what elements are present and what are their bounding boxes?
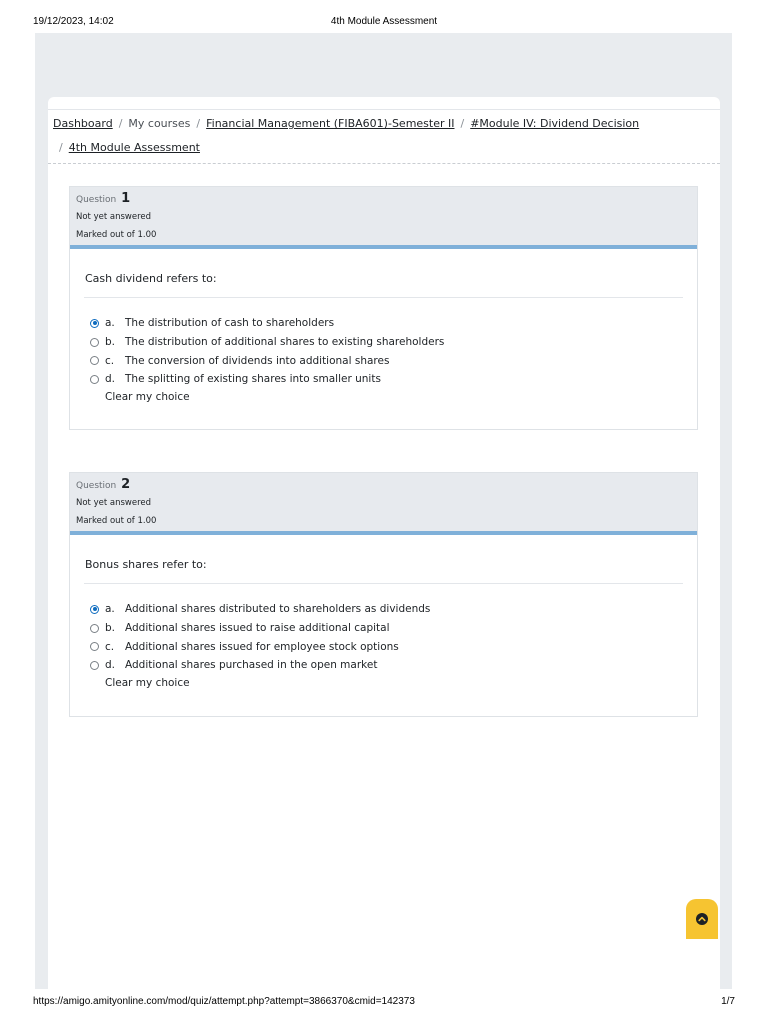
answer-list — [90, 314, 444, 389]
breadcrumb-separator: / — [196, 117, 201, 130]
print-footer — [0, 996, 768, 1010]
answer-letter: a. — [105, 603, 115, 616]
question-label: Question — [76, 481, 117, 491]
breadcrumb-module[interactable]: #Module IV: Dividend Decision — [470, 117, 640, 130]
print-header — [0, 16, 768, 30]
print-page-number: 1/7 — [721, 996, 735, 1007]
radio-button[interactable] — [90, 356, 99, 365]
answer-option-d[interactable] — [90, 370, 444, 389]
question-info — [70, 473, 697, 535]
answer-option-c[interactable] — [90, 351, 444, 370]
answer-letter: d. — [105, 659, 116, 672]
answer-letter: b. — [105, 622, 116, 635]
answer-text: Additional shares issued for employee stock options — [125, 640, 399, 653]
answer-text: The conversion of dividends into additional shares — [125, 354, 390, 367]
answer-text: Additional shares purchased in the open market — [125, 659, 378, 672]
radio-button[interactable] — [90, 642, 99, 651]
answer-option-d[interactable] — [90, 656, 430, 675]
answer-text: The splitting of existing shares into smaller units — [125, 373, 381, 386]
breadcrumb-course[interactable]: Financial Management (FIBA601)-Semester II — [206, 117, 455, 130]
question-number-value: 2 — [121, 477, 131, 492]
answer-letter: b. — [105, 336, 116, 349]
radio-button[interactable] — [90, 319, 99, 328]
divider — [84, 583, 683, 584]
clear-choice-link[interactable]: Clear my choice — [105, 391, 190, 403]
answer-text: Additional shares issued to raise additional capital — [125, 622, 390, 635]
print-title: 4th Module Assessment — [330, 16, 438, 27]
question-state: Not yet answered — [76, 498, 152, 508]
question-number — [76, 477, 691, 494]
clear-choice-link[interactable]: Clear my choice — [105, 677, 190, 689]
breadcrumb-separator: / — [118, 117, 123, 130]
radio-button[interactable] — [90, 605, 99, 614]
breadcrumb-row-2 — [53, 141, 200, 154]
back-to-top-button[interactable] — [686, 899, 718, 939]
answer-text: Additional shares distributed to shareholders as dividends — [125, 603, 431, 616]
answer-option-a[interactable] — [90, 314, 444, 333]
answer-letter: c. — [105, 354, 115, 367]
breadcrumb-my-courses: My courses — [128, 117, 191, 130]
question-text: Bonus shares refer to: — [85, 558, 207, 571]
radio-button[interactable] — [90, 338, 99, 347]
answer-text: The distribution of cash to shareholders — [125, 317, 335, 330]
print-url: https://amigo.amityonline.com/mod/quiz/attempt.php?attempt=3866370&cmid=142373 — [33, 996, 415, 1007]
question-grade: Marked out of 1.00 — [76, 230, 157, 240]
print-date: 19/12/2023, 14:02 — [33, 16, 114, 27]
question-label: Question — [76, 195, 117, 205]
question-text: Cash dividend refers to: — [85, 272, 217, 285]
answer-letter: c. — [105, 640, 115, 653]
question-card — [69, 186, 698, 430]
breadcrumb-dashboard[interactable]: Dashboard — [53, 117, 113, 130]
radio-button[interactable] — [90, 624, 99, 633]
question-number — [76, 191, 691, 208]
breadcrumb-assessment[interactable]: 4th Module Assessment — [68, 141, 200, 154]
breadcrumb-row-1 — [53, 117, 639, 130]
question-info — [70, 187, 697, 249]
breadcrumb-separator: / — [59, 141, 63, 154]
answer-option-c[interactable] — [90, 637, 430, 656]
divider — [84, 297, 683, 298]
answer-option-b[interactable] — [90, 619, 430, 638]
answer-option-b[interactable] — [90, 333, 444, 352]
question-card — [69, 472, 698, 717]
answer-list — [90, 600, 430, 675]
question-number-value: 1 — [121, 191, 131, 206]
question-grade: Marked out of 1.00 — [76, 516, 157, 526]
breadcrumb-separator: / — [460, 117, 465, 130]
radio-button[interactable] — [90, 375, 99, 384]
answer-text: The distribution of additional shares to existing shareholders — [125, 336, 445, 349]
radio-button[interactable] — [90, 661, 99, 670]
question-state: Not yet answered — [76, 212, 152, 222]
answer-letter: d. — [105, 373, 116, 386]
answer-letter: a. — [105, 317, 115, 330]
chevron-up-glyph — [698, 915, 706, 923]
answer-option-a[interactable] — [90, 600, 430, 619]
